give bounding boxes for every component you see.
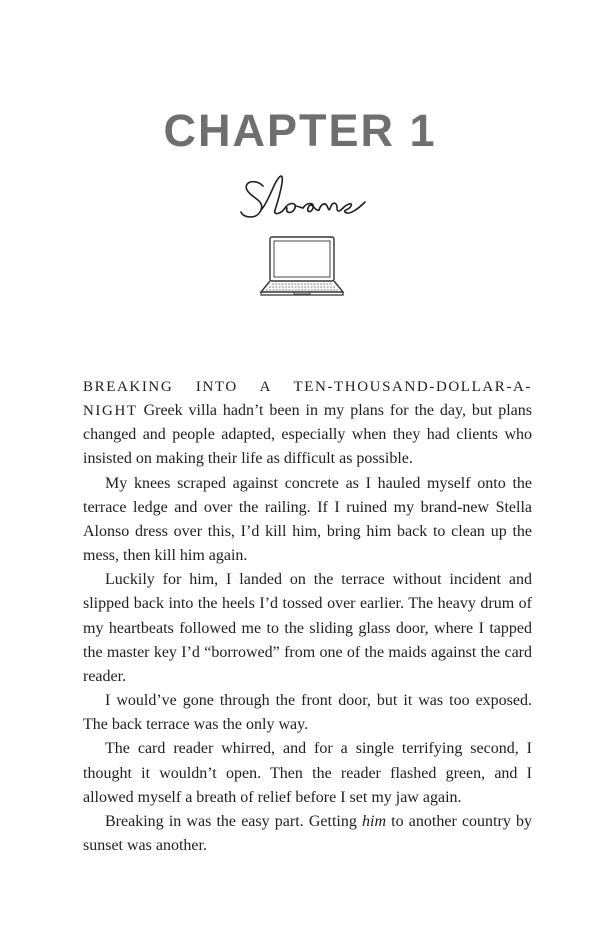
paragraph-6-emphasis: him bbox=[362, 812, 387, 830]
chapter-body bbox=[83, 375, 532, 858]
laptop-icon bbox=[258, 234, 346, 302]
chapter-title: CHAPTER 1 bbox=[163, 105, 437, 156]
paragraph-1 bbox=[83, 375, 532, 472]
paragraph-2: My knees scraped against concrete as I hauled myself onto the terrace ledge and over the railing. If I ruined my brand-new Stella Alonso dress over this, I’d kill him, bring him back to clean up the mess, then kill him again. bbox=[83, 474, 532, 565]
paragraph-6 bbox=[83, 810, 532, 858]
paragraph-5: The card reader whirred, and for a single terrifying second, I thought it wouldn’t open. Then the reader flashed green, and I allowed myself a breath of relief before I set my jaw again. bbox=[83, 740, 532, 806]
paragraph-3: Luckily for him, I landed on the terrace without incident and slipped back into the heels I’d tossed over earlier. The heavy drum of my heartbeats followed me to the sliding glass door, where I tapped the master key I’d “borrowed” from one of the maids against the card reader. bbox=[83, 571, 532, 685]
paragraph-4: I would’ve gone through the front door, but it was too exposed. The back terrace was the only way. bbox=[83, 692, 532, 734]
paragraph-1-text: Greek villa hadn’t been in my plans for the day, but plans changed and people adapted, especially when they had clients who insisted on making their life as difficult as possible. bbox=[83, 402, 532, 468]
pov-name-script bbox=[0, 168, 600, 228]
paragraph-6-before: Breaking in was the easy part. Getting bbox=[105, 812, 363, 830]
pov-name-signature bbox=[225, 168, 375, 228]
paragraph-6-after: to another country by sunset was another. bbox=[83, 812, 532, 854]
opening-lead-in: BREAKING INTO A TEN-THOUSAND-DOLLAR-A-NIGHT bbox=[83, 379, 532, 420]
